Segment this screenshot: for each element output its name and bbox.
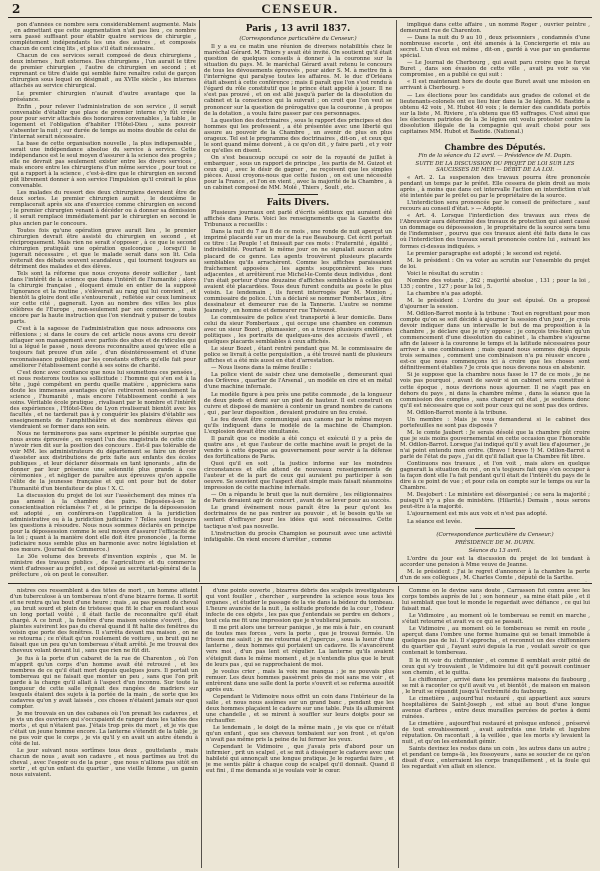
article-paragraph: d'une pointe ouverte , bizarres débris des scalpels investigateurs qui vont fouiller , chercher , surprendre la science sous tous les organes , et étudier le passage de la vie dans la bédeur du tombeau. L'heure avancée de la nuit , la solitude profonde de la cour , l'odeur infecte de ces objets , les pas que j'entendais se perdre en dehors , tout cela me fit une impression que je n'oublierai jamais. — [206, 588, 394, 625]
article-paragraph: Le premier chirurgien n'aurait d'autre avantage que la préséance. — [10, 90, 196, 103]
article-paragraph: Saints devinez les restes dans un coin , les autres dans un autre ; et pendant ce temps-là , les fossoyeurs , sans se soucier de ce qu'on disait d'eux , enterraient les corps tranquillement , et la foule qui les regardait s'en allait en silence. — [402, 746, 590, 771]
article-paragraph: Dans la nuit du 7 au 8 de ce mois , une ronde de nuit aperçut un imprimé placardé sur un mur de la rue Beaubourg. Cet écrit portait ce titre : Le Peuple ! et finissait par ces mots : Fraternité , égalité , indivisibilité. Pourtant le même jour on ne signalait aucun autre placard de ce genre. Les agents trouvèrent plusieurs placards semblables qu'ils arrachèrent. Comme les affiches paraissaient fraîchement apposées , les agents soupçonnèrent les rues adjacentes , et arrêtèrent rue Michel-le-Comte deux individus , dont l'un était porteur d'une douzaine d'affiches semblables à celles qui avaient été placardées. Tous deux furent conduits au poste le plus voisin. Le lendemain , ils furent interrogés par M. Monion , commissaire de police. L'un a déclaré se nommer Fombertaux , être dessinateur et demeurer rue de la Tannerie. L'autre se nomme Jeannety , en homme et demeurer rue Thévenot. — [204, 229, 392, 314]
feuilleton-rule — [8, 583, 592, 584]
article-paragraph: Voici le résultat du scrutin : — [407, 270, 483, 277]
discussion-note: SUITE DE LA DISCUSSION DU PROJET DE LOI SUR LES SAUCISSES DE MER — DÉBIT DE LA LOI. — [415, 160, 575, 173]
article-paragraph: Le jour suivant nous sortîmes tous deux , gouttelants , mais chacun de nous , avait son cadavre , et nous partîmes au trot du cheval , avec l'espoir ou de la peur , que nous n'allions pas sitôt en sortir , et qu'un enfant du quartier , une vieille femme , un gamin nous suivaient. — [10, 748, 198, 779]
chamber-heading: Chambre des Députés. — [444, 141, 546, 152]
article-paragraph: Il y a eu ce matin une réunion de diverses notabilités chez le maréchal Gérard. M. Thiers y avait été invité. On soutient qu'il était question de quelques conseils à donner à la couronne sur la situation du pays. M. le maréchal Gérard avait retenu le concours de tous les dévouements éprouvés , pour aider S. M. à mettre fin à l'interrègne qui paralyse toutes les affaires. M. le duc d'Orléans était absent à cette conférence ; mais il paraît que l'on s'est rendu à l'égard du rôle constitutif que le prince était appelé à jouer. Il ne s'est pas prouvé , et on est allé jusqu'à parler de la dissolution du cabinet et la conscience qui la suivrait ; on croit que l'on veut se prononcer sur la question de prérogative que la couronne , à propos de la dotation , a voulu faire passer par ces personnages. — [204, 44, 392, 117]
article-paragraph: Le grand événement nous paraît être la peur qu'ont les doctrinaires de ne pas rentrer au pouvoir , et le besoin qu'ils se sentent d'effrayer pour les idées qui sont nécessaires. Cette tactique n'est pas nouvelle. — [204, 505, 392, 530]
article-paragraph: Si je suppose que la chambre nous fasse le 17 de ce mois , je ne vois pas pourquoi , avant de savoir si un cabinet sera constitué à cette époque , nous devrions nous ajourner. Il ne s'agit pas en dehors du pays , ni dans la chambre même , dans la séance que la commission des comptes , sans changer cet état , je soutiens donc qu'il est nécessaire que ce soit pour ceux qui ne sont pas des ordres. — [400, 372, 590, 409]
article-paragraph: Nombre des votants , 262 ; majorité absolue , 131 ; pour la loi , 135 ; contre , 127 ; pour la loi , 5. — [400, 277, 590, 290]
session-note: Fin de la séance du 12 avril. — Présidence de M. Dupin. — [418, 152, 572, 159]
article-paragraph: Le 30e volume des brevets d'invention expirés , que M. le ministre des travaux publics , de l'agriculture et du commerce vient d'adresser au préfet , est déposé au secrétariat-général de la préfecture , où on peut le consulter. — [10, 554, 196, 579]
article-paragraph: C'est donc avec confiance que nous lui soumettons ces pensées , et nous resterons toutes sa sollicitude : l'homme qui s'en est à la tête , jugé compétent en perdu quelle matière , appréciera sans doute les immenses avantages qu'en retireront non-seulement la science , l'humanité , mais encore l'établissement confié à ses soins. Véritable école pratique , rivalisant par le nombre et l'intérêt des expériences , l'Hôtel-Dieu de Lyon rivaliserait bientôt avec les facultés , et ne tarderait pas à y conquérir les plaisirs d'établir ses enseignements de l'amphithéâtre et des nombreux élèves qui viendraient se former dans son sein. — [10, 369, 196, 431]
column-3 — [400, 22, 590, 582]
article-paragraph: — Dans la nuit du 9 au 10 , deux prisonniers , condamnés d'une nombreuse escorte , ont été amenés à la Conciergerie et mis au secret. L'un d'eux est même , dit-on , gardé à vue par un gendarme spécial. — [400, 35, 590, 60]
correspondence-note: (Correspondance particulière du Censeur.) — [239, 36, 357, 42]
article-paragraph: Il paraît que ce modèle a été conçu et exécuté il y a près de quatre ans , et que l'auteur de cette machine avait le projet de la vendre à cette époque au gouvernement pour servir à la défense des fortifications de Paris. — [204, 435, 392, 460]
article-paragraph: Il me prit alors une terreur panique , je me mis à fuir , en courant de toutes mes forces , vers la porte , que je trouvai fermée. Un frisson me saisit ; je me retournai et j'aperçus , sous la lueur d'une lanterne , deux hommes qui portaient un cadavre. Ils s'avancèrent vers moi , d'un pas lent et régulier. La lanterne qu'ils avaient s'éteignit dans le même moment , et je n'entendis plus que le bruit de leurs pas , qui se rapprochaient de moi. — [206, 625, 394, 668]
article-paragraph: Enfin , pour relever l'administration de son service , il serait convenable d'établir que place de premier interne n'y fût créée pour pour servir attachés des honoraires convenables , la table , le logement et l'obligation d'habiter l'Hôtel-Dieu , sans pouvoir s'absenter la nuit ; sur durée de temps au moins double de celui de l'internat serait nécessaire. — [10, 103, 196, 140]
article-paragraph: Il le fit voir du chiffonnier , et comme il semblait avoir pitié de ceux qui s'y trouvaient , le Vidimoire lui dit qu'il pouvait continuer son chemin , et le quitta. — [402, 657, 590, 676]
correspondence-note-2: (Correspondance particulière du Censeur.) — [436, 531, 554, 538]
faits-divers-heading: Faits Divers. — [266, 198, 330, 209]
article-paragraph: M. Odilon-Barrot monte à la tribune : Tout en regrettant pour mon compte qu'on se soit décidé à ajourner la session d'un jour , je crois devoir indiquer dans un intervalle le but de ma proposition à la chambre , je déclare que je m'y oppose ; je conçois très-bien qu'un commencement d'une dissolution du cabinet , la chambre s'ajourne afin de laisser à la couronne le temps et la latitude nécessaires pour arriver à une combinaison ; mais quand nous sommes déjà depuis trois semaines , comment une combinaison n'a pu réussir encore , est-ce que nous commençons ici à croire que les choses sont définitivement établies ? Je crois que nous devons nous en abstenir. — [400, 310, 590, 372]
section-rule — [278, 194, 318, 195]
article-paragraph: « Il est maintenant hors de doute que Buret avait une mission en arrivant à Cherbourg. » — [400, 79, 590, 92]
article-paragraph: — Nous lisons dans la même feuille : — [211, 365, 312, 372]
column-divider — [201, 586, 202, 868]
presidency-note: PRÉSIDENCE DE M. DUPIN. — [455, 539, 535, 546]
article-paragraph: La base de cette organisation nouvelle , la plus indispensable , serait une indépendance absolue du service à service. Cette indépendance est le seul moyen d'assurer à la science des progrès ; elle ne devrait pas seulement exister entre les divers services , mais encore entre les chirurgiens d'un même service , pour tout ce qui a rapport à la science , c'est-à-dire que le chirurgien en second pût librement donner à son service l'impulsion qu'il croirait le plus convenable. — [10, 140, 196, 190]
article-paragraph: Je fus à la porte d'un cabaret de la rue de Charenton , où l'on m'apprit qu'un corps d'un homme avait été retrouvé , et les membres de ce qu'il était mort depuis quelques jours. Il portait un tombereau qui ne faisait que monter un peu , sans que l'on prît garde à la charge qu'il allait à l'aspect d'un inconnu. Sur toute la longueur de cette salle régnait des rangées de madriers sur lesquels étaient des sujets à la portée de la main , de sorte que les cadavres qu'on y avait laissés , ces choses n'étaient jamais sur quoi compter. — [10, 655, 198, 710]
feuilleton-column-2 — [206, 588, 394, 866]
article-paragraph: L'interdiction sera prononcée par le conseil de préfecture , sauf recours au conseil d'état. » — Adopté. — [400, 200, 590, 213]
article-paragraph: Le cimetière , aujourd'hui restauré et présque enfoncé , préservé de tout envahissement , avait autrefois une triste et lugubre réputation. On racontait , à la veillée , que les morts s'y levaient la nuit , et qu'on les entendait gémir. — [402, 720, 590, 746]
section-rule — [475, 528, 515, 529]
article-paragraph: nistres ces ressemblent à des têtes de mort , un homme atteint d'un tuberculose à un tombereau n'ont d'une bizarre forme. Il sortit et ne rentra qu'au bout d'une heure ; mais , au pas pesant du cheval , au bruit sourd et plein de tristesse que fit le char en roulant sous un long portail voûté , il était facile de reconnaître qu'il était chargé. A ce bruit , la fenêtre d'une maison voisine s'ouvrit , des plaintes suivirent les pas du cheval quand il fit halte des fenêtres du voisin que porte des fenêtres. Il s'arrêta devant ma maison , on ne se retourna ; ce n'était qu'un roulement de voiture , un bruit qui ne faisait que un peu qu'un tombereau s'était arrêté. Je me trouvai des cheveux volant devant lui , sans que rien ne fût dit. — [10, 588, 198, 655]
article-paragraph: C'est à la sagesse de l'administration que nous adressons ces réflexions ; si dans le cours de cet article nous avons cru devoir attaquer son management avec parfois des abus et de ridicules qui lui a légué le passé , nous devons reconnaître aussi qu'avec elle a toujours fait preuve d'un zèle , d'un désintéressement et d'une reconnaissance publique par les constants efforts qu'elle fait pour améliorer l'établissement confié à ses soins de charité. — [10, 326, 196, 369]
article-paragraph: pon d'années ce nombre sera considérablement augmenté. Mais , en admettant que cette augmentation n'ait pas lieu , ce nombre sera passé suffisant pour établir quatre services de chirurgie , complétement indépendants les uns des autres , et composés chacun de cent cinq lits , et plus s'il était nécessaire. — [10, 22, 196, 53]
column-divider — [199, 20, 200, 582]
article-paragraph: Le premier paragraphe est adopté ; le second est rejeté. — [407, 250, 562, 257]
article-paragraph: Cependant le Vidimoire , que j'avais pris d'abord pour un infirmier , prit un scalpel , et se mit à disséquer le cadavre avec une habileté qui annonçait une longue pratique. Je le regardai faire , et je me sentis pâlir à chaque coup de scalpel qu'il donnait. Quand il eut fini , il me demanda si je voulais voir le cœur. — [206, 744, 394, 775]
article-paragraph: Quoi qu'il en soit , la justice informe sur les moindres circonstances et elle attend de nouveaux renseignements de l'auteur et de la part de ceux qui auraient pu participer à son oeuvre. Se souvient que l'aspect était simple mais faisait néanmoins impression de cette machine infernale. — [204, 461, 392, 492]
article-paragraph: Le sieur Bozet , étant rentré pendant que M. le commissaire de police se livrait à cette perquisition , a été trouvé nanti de plusieurs affiches et a été mis aussi en état d'arrestation. — [204, 346, 392, 365]
article-paragraph: M. le président : L'ordre du jour est épuisé. On a proposé d'ajourner la session. — [400, 297, 590, 310]
article-paragraph: Un membre : Mais je vous demanderai si le cabinet des portefeuilles ne sont pas disposés ? — [400, 416, 590, 429]
article-paragraph: Je me trouvais en un des cabanes où l'on prenait les cadavres , et je vis un des ouvriers qui s'occupaient de ranger dans les tables des morts , et qui n'étaient pas. J'étais trop près du mort , et je vis que c'était un jeune homme encore. La lanterne s'étendit de la table , je ne pus voir que le corps , je vis qu'il y en avait un autre étendu à côté de lui. — [10, 710, 198, 748]
article-paragraph: Le modèle figure à peu près une petite commode , de la longueur de deux pieds et demi sur un pied de hauteur. Il est construit en cuivre et disposé de manière à contenir un grand nombre de canons , qui , par leur disposition , devaient produire un feu croisé. — [204, 391, 392, 416]
article-paragraph: L'ordre du jour est la discussion du projet de loi tendant à accorder une pension à Mme veuve de Jeanne. — [400, 555, 590, 568]
masthead — [0, 0, 600, 20]
article-paragraph: Le commissaire de police s'est transporté à leur domicile. Dans celui du sieur Fombertaux , qui occupe une chambre en commun avec un sieur Bozet , plumassier , on a trouvé plusieurs emblèmes politiques , les portraits de quelques-uns des accusés d'avril , et quelques placards semblables à ceux affichés. — [204, 314, 392, 346]
article-paragraph: — On a répandu le bruit que la nuit dernière , les réligionnaires de Paris devaient agir de concert , avant de se lever pour au succès. — [204, 492, 392, 505]
article-paragraph: Le chiffonnier , arrivé dans les premières maisons du faubourg , se mit à raconter ce qu'il avait vu , et bientôt , de maison en maison , le bruit se répandit jusqu'à l'extrémité du faubourg. — [402, 676, 590, 695]
article-paragraph: Chacun de ces services serait composé de deux chirurgiens , deux internes , huit externes. Des chirurgiens , l'un aurait le titre de premier chirurgien , l'autre de chirurgien en second ; et reprenant ce titre d'aide qui semble faire renaître celui de garçon chirurgien sous lequel on désignait , au XVIIe siècle , les internes attachés au service chirurgical. — [10, 53, 196, 90]
article-paragraph: Je voulus crier , mais la voix me manqua ; je ne pouvais plus remuer. Les deux hommes passèrent près de moi sans me voir , et entrèrent dans une salle dont la porte s'ouvrit et se referma aussitôt après eux. — [206, 668, 394, 693]
column-divider — [396, 20, 397, 582]
article-paragraph: Le Vidimoire , au moment où le tombereau se remit en marche , s'était retourné et avait vu ce qui se passait. — [402, 613, 590, 626]
article-paragraph: M. le comte Jaubert : Je serais désolé que la chambre pût croire que je suis moins gouvernemental en cette occasion que l'honorable M. Odilon-Barrot. Lorsque j'ai indiqué qu'il y avait lieu d'ajourner , je n'ai point entendu mon ordre. (Bravo ! bravo !) M. Odilon-Barrot a parlé de l'état du pays , j'ai dit qu'il fallait que la Chambre fût libre. — [400, 429, 590, 461]
article-paragraph: M. le président : On va voter au scrutin sur l'ensemble du projet de loi. — [400, 257, 590, 270]
article-paragraph: Toutes fois qu'une opération grave aurait lieu , le premier chirurgien devrait être assisté du chirurgien en second , et réciproquement. Mais rien ne serait s'opposer , à ce que le second chirurgien pratiquât une opération quelconque , lorsqu'il le jugerait nécessaire , et que le malade serait dans son lit. Cela éviterait des débats souvent scandaleux , qui tournent toujours au détriment des malades et des élèves. — [10, 227, 196, 270]
article-paragraph: La chambre n'a pas adopté. — [407, 290, 483, 297]
article-paragraph: Nous ne terminerons pas sans exprimer le pénible surprise que nous avons éprouvée , en voyant l'un des magistrats de cette cité n'avoir rien dit sur la position des concours . Est-il pas tolérable de voir MM. les administrateurs du département se faire un devoir d'assister aux distributions de prix faite aux enfants des écoles publiques , et leur déclarer désormais en tant ignorants , afin de donner par leur présence une solennité plus grande à ces cérémonies , et négliger de paraître aux épreuves qu'on appelle l'élite de la jeunesse française et qui ont pour but de doter l'humanité d'un bienfaiteur de plus ! X. C. — [10, 431, 196, 492]
feuilleton-column-3 — [402, 588, 590, 866]
section-rule — [475, 138, 515, 139]
article-paragraph: La séance est levée. — [407, 518, 462, 525]
article-paragraph: « Art. 4. Lorsque l'interdiction des travaux aux rives de l'Abreuvoir aura déterminé des travaux de protection qui aient causé un dommage ou dépossession , le propriétaire de la source sera tenu de l'indemniser , pourvu que ces travaux aient été faits dans le cas où l'interdiction des travaux serait prononcée contre lui , suivant les formes ci-dessus indiquées. » — [400, 213, 590, 250]
article-paragraph: L'ajournement est mis aux voix et n'est pas adopté. — [407, 511, 548, 518]
article-paragraph: Plusieurs journaux ont parlé d'écrits séditieux qui auraient été affichés dans Paris. Voici les renseignements que la Gazette des Tribunaux a recueillis : — [204, 210, 392, 229]
article-paragraph: Continuons nos travaux , et l'on voit , mais alors en quelque gagnerait la situation du roi , on n'a toujours fait que s'en occuper à la façon dont elle l'a fait pendant qu'il était de l'intérêt du pays de le dire à ce point de vue ; et pour cela on compte sur le temps ou sur la Chambre. — [400, 461, 590, 492]
journal-title: CENSEUR. — [261, 1, 339, 16]
article-paragraph: Tels sont la réforme que nous croyons devoir solliciter , tant dans l'intérêt de la science que dans l'intérêt de l'humanité ; alors la chirurgie française , éloquent émule en entier de la supposé l'ignorance et la routine , s'élèverait au rang qui lui convient , et bientôt la gloire dont elle s'entourerait , reflétée sur ceux lumineux sur cette cité , gagnerait. Lyon au nombre des villes les plus célèbres de l'Europe , non-seulement par son commerce , mais encore par la haute instruction que l'on viendrait y puiser de toutes parts. — [10, 270, 196, 326]
article-paragraph: M. Odilon-Barrot monte à la tribune. — [407, 409, 508, 416]
article-paragraph: — Les élections pour les candidats aux grades de colonel et de lieutenants-colonels ont eu lieu hier dans la 3e légion. M. Bastide a obtenu 42 voix , M. Hubot 40 voix ; le dernier des candidats portés sur la liste , M. Riviere , n'a obtenu que 65 suffrages. C'est ainsi que les électeurs patriotes de la 3e légion ont voulu protester contre la dissolution illégale de la compagnie qui avait choisi pour ses capitaines MM. Hubot et Bastide. (National.) — [400, 92, 590, 135]
article-paragraph: Le cimetière , aujourd'hui restauré , qui appartient aux sœurs hospitalières de Saint-Joseph , est situé au bout d'une longue avenue d'arbres , entre deux murailles percées de portes à demi ruinées. — [402, 695, 590, 720]
session-date-note: Séance du 13 avril. — [468, 547, 522, 554]
article-paragraph: La discussion du projet de loi sur l'assèchement des mines n'a pas amené à la chambre des pairs. Déposées-à-on le conscientisation réclamées ? et , si le principe de la dépossession est adopté , en conférera-on l'application à la juridiction administrative ou à la juridiction judiciaire ? Telles sont toujours les questions à résoudre. Nous nous sommes déclarés en principe pour la dépossession comme le seul moyen d'assurer l'efficacité de la loi ; quant à la manière dont elle doit être prononcée , la forme judiciaire nous semble plus en harmonie avec notre législation et nos mœurs. (Journal de Commerce.) — [10, 492, 196, 553]
column-2 — [204, 22, 392, 582]
feuilleton-column-1 — [10, 588, 198, 866]
article-paragraph: M. Desjobert : Le ministère est désorganisé ; ce sera la majorité ; puisqu'il n'y a plus de ministère. (Hilarité.) Demain , nous serons peut-être à la majorité. — [400, 492, 590, 511]
article-paragraph: Cependant le Vidimoire nous offrit un coin dans l'intérieur de la salle , et nous nous assîmes sur un grand banc , pendant que les deux hommes plaçaient le cadavre sur une table. Puis ils allumèrent une chandelle , et se mirent à souffler sur leurs doigts pour se réchauffer. — [206, 693, 394, 724]
article-paragraph: On s'est beaucoup occupé ce soir de la royauté de juillet à embarquer , sous un rapport de principe , les partis de M. Guizot et ceux qui , avec le désir de gagner , ne reçoivent que les simples pièces. Aussi croyons-nous que cette fusion , on est une nécessité pour la France , et l'on en vient , avec la majorité de la Chambre , à un cabinet composé de MM. Molé , Thiers , Soult , etc. — [204, 154, 392, 192]
article-paragraph: impliqué dans cette affaire , un nommé Roger , ouvrier peintre , demeurant rue de Charenton. — [400, 22, 590, 35]
article-paragraph: Le lendemain , le doigt de la même main , je vis que ce n'était qu'un enfant , que ses cheveux tombaient sur son front , et qu'on n'avait pas même pris la peine de lui fermer les yeux. — [206, 725, 394, 744]
article-paragraph: Le Vidimoire , au moment où le tombereau se remit en route , aperçut dans l'ombre une forme humaine qui se tenait immobile à quelques pas de lui. Il s'approcha , et reconnut un des chiffonniers du quartier qui , l'ayant suivi depuis la rue , voulait savoir ce que contenait le tombereau. — [402, 626, 590, 657]
article-paragraph: M. le président : J'ai le regret d'annoncer à la chambre la perte d'un de ses collègues , M. Charles Comte , député de la Sarthe. — [400, 568, 590, 581]
article-paragraph: La question des doctrinaires , sous le rapport des principes et des hommes qui les professent , a été présentée avec une liberté qui assure au pouvoir de la Chambre , un avenir de plus en plus orageux. Tel est le programme des doctrinaires , dit-on , et ceux qui le sont quand même doivent , à ce qu'on dit , y faire parti , et y voir ce qu'elles en disent. — [204, 117, 392, 154]
page-number: 2 — [12, 2, 21, 16]
article-paragraph: Comme on le devine sans doute , Carrasson fut connu avec les corps tombés auprès de lui ; son honneur , sa mine était pâle , et il lui semblait que tout le monde le regardait avec défiance , ce qui lui faisait mal. — [402, 588, 590, 613]
article-paragraph: La police vient de saisir chez une demoiselle , demeurant quai des Orfèvres , quartier de l'Arsenal , un modèle en cire et en métal d'une machine infernale. — [204, 372, 392, 391]
column-divider — [398, 586, 399, 868]
column-1 — [10, 22, 196, 582]
article-paragraph: L'instruction du procès Champion se poursuit avec une activité infatigable. On vient encore d'arrêter , comme — [204, 530, 392, 543]
article-paragraph: « Art. 2. La suspension des travaux pourra être prononcée pendant un temps par le préfet. Elle cessera de plein droit au mois après , à moins que dans cet intervalle l'action en interdiction n'ait été intentée par le préfet ou par le propriétaire de la source. — [400, 174, 590, 200]
masthead-rule — [8, 17, 592, 18]
article-paragraph: Les malades du ressort des deux chirurgiens devraient être de deux sortes. Le premier chirurgien aurait , le deuxième le remplacerait après six ans d'exercice comme chirurgien en second ; le premier chirurgien venant à décéder ou à donner sa démission , il serait remplacé immédiatement par le chirurgien en second le plus ancien par le concours. — [10, 190, 196, 227]
article-paragraph: Le feu devait être communiqué aux canons par le même moyen qu'ils indiquent dans le modèle de la machine de Champion. L'explosion devait être simultanée. — [204, 416, 392, 435]
paris-dateline: Paris , 13 avril 1837. — [245, 24, 351, 34]
article-paragraph: — Le Journal de Cherbourg , qui avait paru croire que le forçat Buret , dans son évasion de cette ville , avait pu voir sa vie compromise , en a publié ce qui suit : — [400, 60, 590, 79]
